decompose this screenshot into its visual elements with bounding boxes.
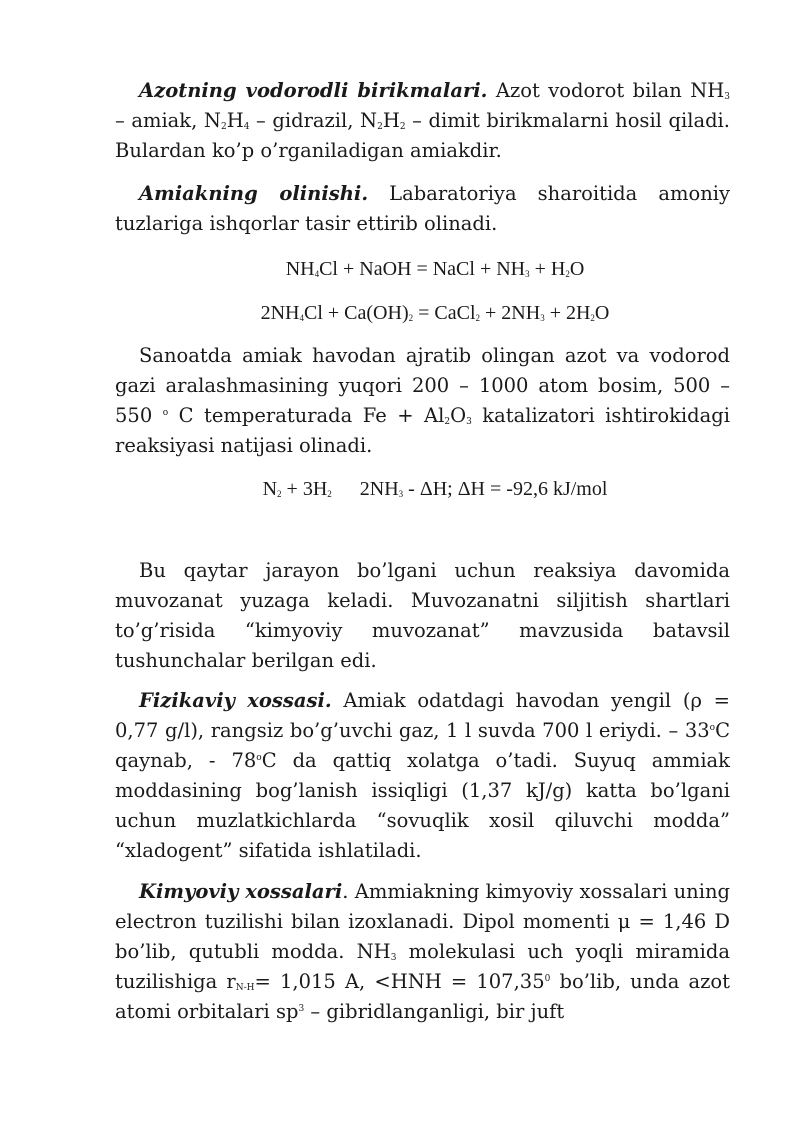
equation-nh4cl-naoh: $NH_4Cl$ + NaOH = NaCl + $NH_3 + H_2O$ [285, 258, 585, 280]
equation-haber-synthesis: $N_2 + 3H_2$ $2NH_3$ - ΔH; ΔH = -92,6 kJ/mol [262, 478, 608, 500]
paragraph-physical-properties: Fizikaviy xossasi. Amiak odatdagi havodan yengil (ρ = 0,77 g/l), rangsiz bo’g’uvchi gaz, 1 l suvda 700 l eriydi. – 33$^o$C qaynab, - 78$^o$C da qattiq xolatga o’tadi. Suyuq ammiak moddasining bog’lanish issiqligi (1,37 kJ/g) katta bo’lgani uchun muzlatkichlarda “sovuqlik xosil qiluvchi modda” “xladogent” sifatida ishlatiladi. [115, 689, 730, 862]
paragraph-hydrogen-compounds: Azotning vodorodli birikmalari. Azot vodorot bilan $NH_3$ – amiak, $N_2H_4$ – gidrazil, $N_2H_2$ – dimit birikmalarni hosil qiladi. Bulardan ko’p o’rganiladigan amiakdir. [115, 79, 731, 162]
paragraph-heading: Kimyoviy xossalari [139, 880, 343, 903]
paragraph-ammonia-preparation: Amiakning olinishi. Labaratoriya sharoitida amoniy tuzlariga ishqorlar tasir ettirib olinadi. [115, 182, 731, 235]
paragraph-equilibrium: Bu qaytar jarayon bo’lgani uchun reaksiya davomida muvozanat yuzaga keladi. Muvozanatni siljitish shartlari to’g’risida “kimyoviy muvozanat” mavzusida batavsil tushunchalar berilgan edi. [115, 559, 730, 672]
paragraph-heading: Fizikaviy xossasi. [139, 689, 332, 712]
paragraph-heading: Amiakning olinishi. [139, 182, 369, 205]
equation-nh4cl-caoh2: $2NH_4Cl + Ca(OH)_2$ = CaCl$_2$ + $2NH_3 + 2H_2O$ [260, 302, 610, 324]
paragraph-heading: Azotning vodorodli birikmalari. [139, 79, 488, 102]
paragraph-industrial-synthesis: Sanoatda amiak havodan ajratib olingan azot va vodorod gazi aralashmasining yuqori 200 – 1000 atom bosim, 500 – 550 $^o$ C temperaturada $Fe + Al_2O_3$ katalizatori ishtirokidagi reaksiyasi natijasi olinadi. [115, 344, 730, 457]
paragraph-chemical-properties: Kimyoviy xossalari. Ammiakning kimyoviy xossalari uning electron tuzilishi bilan izoxlanadi. Dipol momenti μ = 1,46 D bo’lib, qutubli modda. $NH_3$ molekulasi uch yoqli miramida tuzilishiga $r_{N-H}= 1,015$ A, $<HNH = 107,35^0$ bo’lib, unda azot atomi orbitalari $sp^3$ – gibridlanganligi, bir juft [115, 880, 731, 1023]
